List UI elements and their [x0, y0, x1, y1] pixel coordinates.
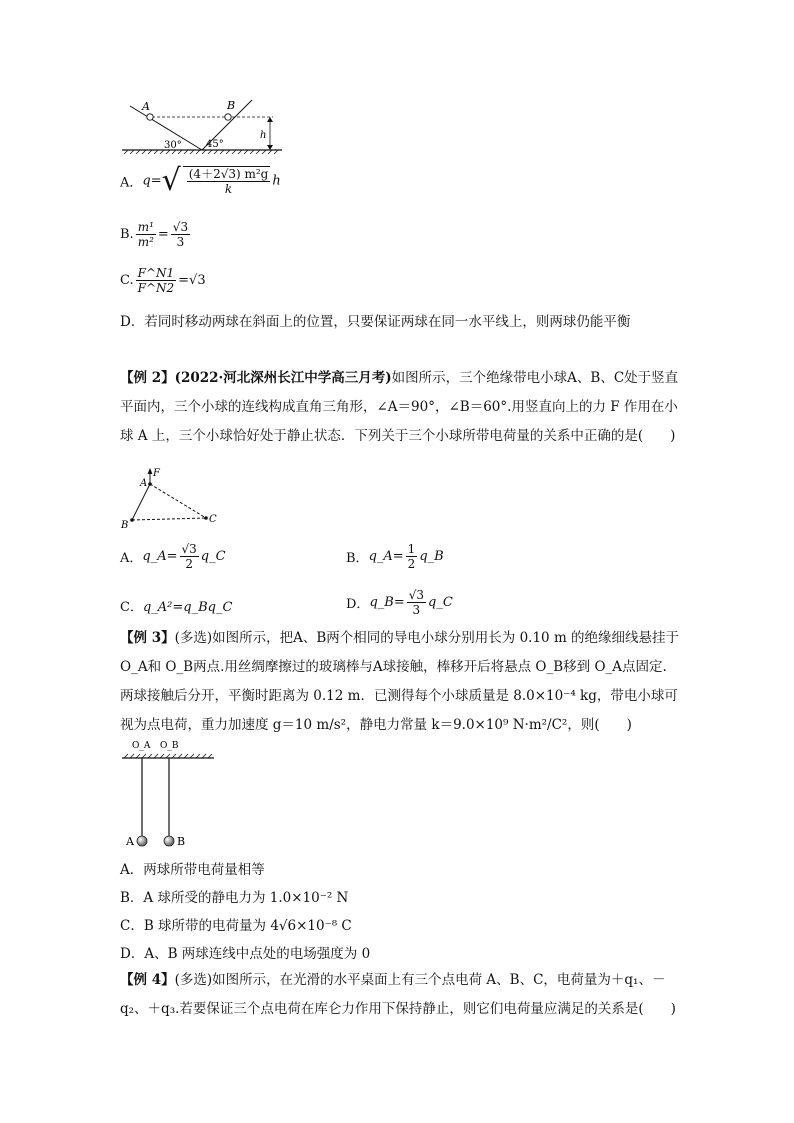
tri-label-f: F	[153, 468, 160, 479]
top-option-a[interactable]: A．q=√ $\frac{\text{(4＋2√3) m²g}}{k}$ h	[120, 163, 281, 198]
label-h: h	[260, 130, 267, 141]
label-a: A	[142, 100, 150, 113]
tri-label-a: A	[140, 478, 148, 489]
label-b: B	[227, 99, 236, 112]
example4-stem	[120, 966, 680, 1024]
example2-source: (2022·河北深州长江中学高三月考)	[174, 370, 392, 386]
ex3-option-c[interactable]: C．B 球所带的电荷量为 4√6×10⁻⁸ C	[120, 918, 352, 934]
top-option-b[interactable]: B. $\frac{\text{m¹}}{\text{m²}}$ = $\frac{√3}{3}$	[120, 220, 189, 249]
ex3-option-a[interactable]: A．两球所带电荷量相等	[120, 862, 265, 878]
ex2-option-b[interactable]: B．q_A= $\frac{1}{2}$ q_B	[346, 542, 444, 571]
pend-label-b: B	[177, 835, 186, 848]
example3-stem	[120, 624, 680, 740]
example4-tag: 【例 4】	[120, 972, 175, 988]
angle-right: 45°	[206, 139, 224, 150]
ex3-option-d[interactable]: D．A、B 两球连线中点处的电场强度为 0	[120, 946, 371, 962]
example2-tag: 【例 2】	[120, 370, 175, 386]
pend-label-ob: O_B	[160, 741, 179, 751]
pend-label-oa: O_A	[132, 741, 151, 751]
ex2-option-d[interactable]: D．q_B= $\frac{√3}{3}$ q_C	[346, 588, 453, 617]
tri-label-c: C	[209, 514, 217, 525]
example3-text: (多选)如图所示，把A、B两个相同的导电小球分别用长为 0.10 m 的绝缘细线悬挂于 O_A和 O_B两点.用丝绸摩擦过的玻璃棒与A球接触，棒移开后将悬点 O_B移到 O_A点固定.两球接触后分开，平衡时距离为 0.12 m．已测得每个小球质量是 8.0×10⁻⁴ kg，带电小球可视为点电荷，重力加速度 g＝10 m/s²，静电力常量 k＝9.0×10⁹ N·m²/C²，则( )	[120, 630, 680, 733]
tri-label-b: B	[121, 520, 129, 530]
triangle-figure	[118, 466, 228, 530]
ex2-option-c[interactable]: C．q_A²=q_Bq_C	[120, 600, 233, 615]
sqrt-sign: √	[161, 163, 181, 198]
example2-text: 如图所示，三个绝缘带电小球A、B、C处于竖直平面内，三个小球的连线构成直角三角形，∠A＝90°，∠B＝60°.用竖直向上的力 F 作用在小球 A 上，三个小球恰好处于静止状态．下列关于三个小球所带电荷量的关系中正确的是( )	[120, 370, 679, 444]
pend-label-a: A	[126, 835, 134, 848]
pendulum-figure	[118, 736, 218, 854]
example2-stem	[120, 364, 680, 451]
ex2-option-a[interactable]: A．q_A= $\frac{√3}{2}$ q_C	[120, 542, 226, 571]
example4-text: (多选)如图所示，在光滑的水平桌面上有三个点电荷 A、B、C，电荷量为＋q₁、－q₂、＋q₃.若要保证三个点电荷在库仑力作用下保持静止，则它们电荷量应满足的关系是( )	[120, 972, 676, 1017]
example3-tag: 【例 3】	[120, 630, 175, 646]
ex3-option-b[interactable]: B．A 球所受的静电力为 1.0×10⁻² N	[120, 890, 349, 906]
angle-left: 30°	[164, 140, 182, 151]
top-option-c[interactable]: C. $\frac{F\^{}N1}{F\^{}N2}$ =√3	[120, 266, 206, 295]
incline-figure	[118, 98, 288, 160]
top-option-d[interactable]: D．若同时移动两球在斜面上的位置，只要保证两球在同一水平线上，则两球仍能平衡	[120, 314, 631, 330]
